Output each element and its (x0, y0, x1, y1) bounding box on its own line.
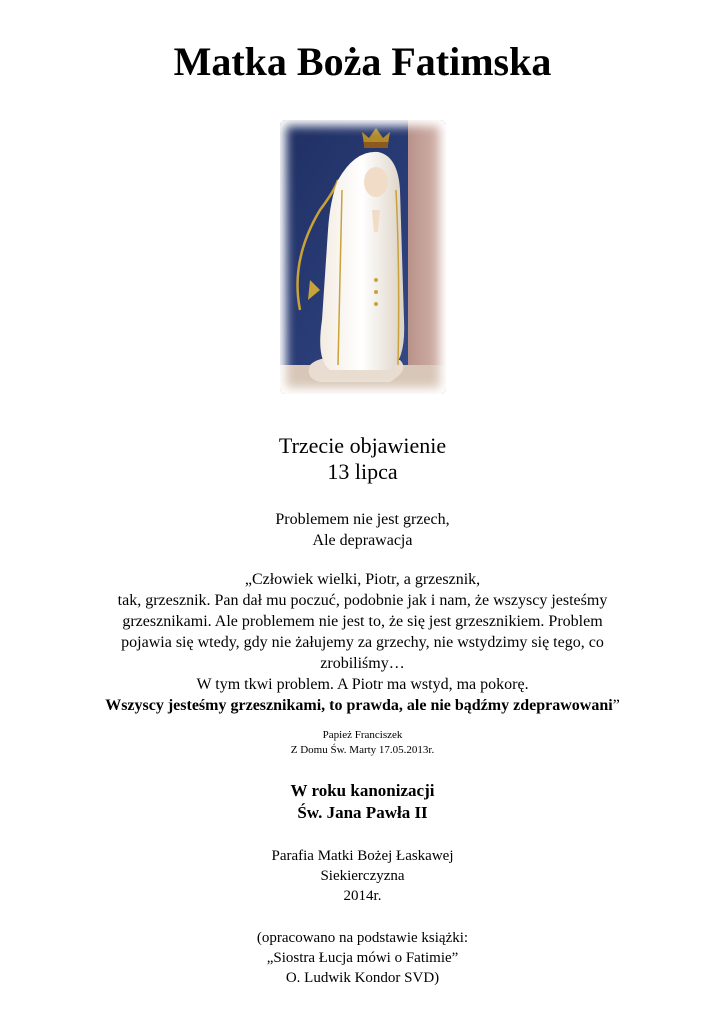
quote-line: zrobiliśmy… (320, 655, 405, 672)
parish-year: 2014r. (343, 888, 382, 904)
statue-illustration (280, 120, 446, 394)
parish-name: Parafia Matki Bożej Łaskawej (271, 848, 454, 864)
quote-bold-line (0, 695, 725, 716)
quote-line: „Człowiek wielki, Piotr, a grzesznik, (244, 571, 481, 588)
quote-line: W tym tkwi problem. A Piotr ma wstyd, ma pokorę. (196, 676, 529, 693)
lead-line-1: Problemem nie jest grzech, (275, 511, 450, 528)
note-line-1: (opracowano na podstawie książki: (256, 930, 469, 946)
quote-bold-text: Wszyscy jesteśmy grzesznikami, to prawda, ale nie bądźmy zdeprawowani (105, 697, 613, 714)
canonization-line-1: W roku kanonizacji (290, 781, 435, 800)
quote-line: grzesznikami. Ale problemem nie jest to, że się jest grzesznikiem. Problem (122, 613, 603, 630)
parish-location: Siekierczyzna (320, 868, 405, 884)
attribution-author: Papież Franciszek (322, 729, 403, 741)
quote-line: tak, grzesznik. Pan dał mu poczuć, podobnie jak i nam, że wszyscy jesteśmy (117, 592, 608, 609)
note-line-3: O. Ludwik Kondor SVD) (285, 970, 440, 986)
quote-line: pojawia się wtedy, gdy nie żałujemy za grzechy, nie wstydzimy się tego, co (121, 634, 604, 651)
attribution-source: Z Domu Św. Marty 17.05.2013r. (290, 744, 435, 756)
lead-line-2: Ale deprawacja (312, 532, 413, 549)
canonization-line-2: Św. Jana Pawła II (297, 803, 428, 822)
page-title: Matka Boża Fatimska (173, 39, 552, 84)
subtitle-line-1: Trzecie objawienie (278, 433, 447, 458)
statue-photo (280, 120, 446, 394)
subtitle-line-2: 13 lipca (327, 459, 398, 484)
note-line-2: „Siostra Łucja mówi o Fatimie” (266, 950, 459, 966)
quote-closing-mark: ” (612, 697, 620, 714)
